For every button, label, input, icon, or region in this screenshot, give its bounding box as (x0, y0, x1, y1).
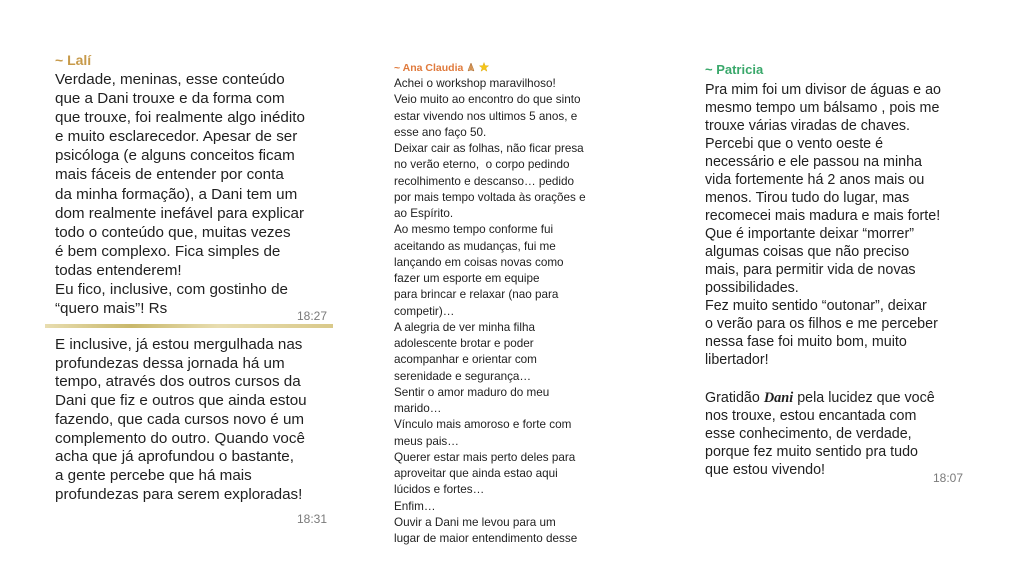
gratitude-text (705, 389, 971, 479)
message-timestamp: 18:07 (933, 471, 964, 485)
sender-name: ~ Patricia (705, 62, 764, 77)
praying-hands-icon (466, 62, 476, 72)
gratitude-name: Dani (763, 390, 794, 406)
message-text: E inclusive, já estou mergulhada nas profundezas dessa jornada há um tempo, através dos outros cursos da Dani que fiz e outros que ainda estou fazendo, que cada cursos novo é um complemento do outro. Quando você acha que já aprofundou o bastante, a gente percebe que há mais profundezas para serem exploradas! (55, 336, 307, 503)
gratitude-rest: pela lucidez que você nos trouxe, estou encantada com esse conhecimento, de verdade, porque fez muito sentido pra tudo que estou vivendo! (705, 390, 935, 478)
message-card-ana-claudia (386, 58, 612, 545)
message-card-patricia (697, 58, 973, 488)
message-card-lali (45, 46, 335, 329)
message-text: Achei o workshop maravilhoso! Veio muito ao encontro do que sinto estar vivendo nos ultimos 5 anos, e esse ano faço 50. Deixar cair as folhas, não ficar presa no verão eterno, o corpo pedindo recolhimento e descanso… pedido por mais tempo voltada às orações e ao Espírito. Ao mesmo tempo conforme fui aceitando as mudanças, fui me lançando em coisas novas como fazer um esporte em equipe para brincar e relaxar (nao para competir)… A alegria de ver minha filha adolescente brotar e poder acompanhar e orientar com serenidade e segurança… Sentir o amor maduro do meu marido… Vínculo mais amoroso e forte com meus pais… Querer estar mais perto deles para aproveitar que ainda estao aqui lúcidos e fortes… Enfim… Ouvir a Dani me levou para um lugar de maior entendimento desse (394, 77, 586, 545)
sender-name-row (394, 62, 489, 74)
sender-name: ~ Lalí (55, 52, 92, 68)
message-card-lali-followup (45, 332, 335, 532)
star-icon (479, 62, 489, 72)
message-text: Verdade, meninas, esse conteúdo que a Dani trouxe e da forma com que trouxe, foi realmente algo inédito e muito esclarecedor. Apesar de ser psicóloga (e alguns conceitos ficam mais fáceis de entender por conta da minha formação), a Dani tem um dom realmente inefável para explicar todo o conteúdo que, muitas vezes é bem complexo. Fica simples de todas entenderem! Eu fico, inclusive, com gostinho de “quero mais”! Rs (55, 71, 305, 318)
message-text: Pra mim foi um divisor de águas e ao mesmo tempo um bálsamo , pois me trouxe várias viradas de chaves. Percebi que o vento oeste é necessário e ele passou na minha vida fortemente há 2 anos mais ou menos. Tirou tudo do lugar, mas recomecei mais madura e mais forte! Que é importante deixar “morrer” algumas coisas que não preciso mais, para permitir vida de novas possibilidades. Fez muito sentido “outonar”, deixar o verão para os filhos e me perceber nessa fase foi muito bom, muito libertador! (705, 82, 942, 368)
message-timestamp: 18:31 (296, 512, 327, 526)
gratitude-prefix: Gratidão (705, 390, 764, 406)
decorative-divider (45, 324, 333, 328)
sender-name: ~ Ana Claudia (394, 62, 464, 74)
message-timestamp: 18:27 (296, 309, 327, 323)
